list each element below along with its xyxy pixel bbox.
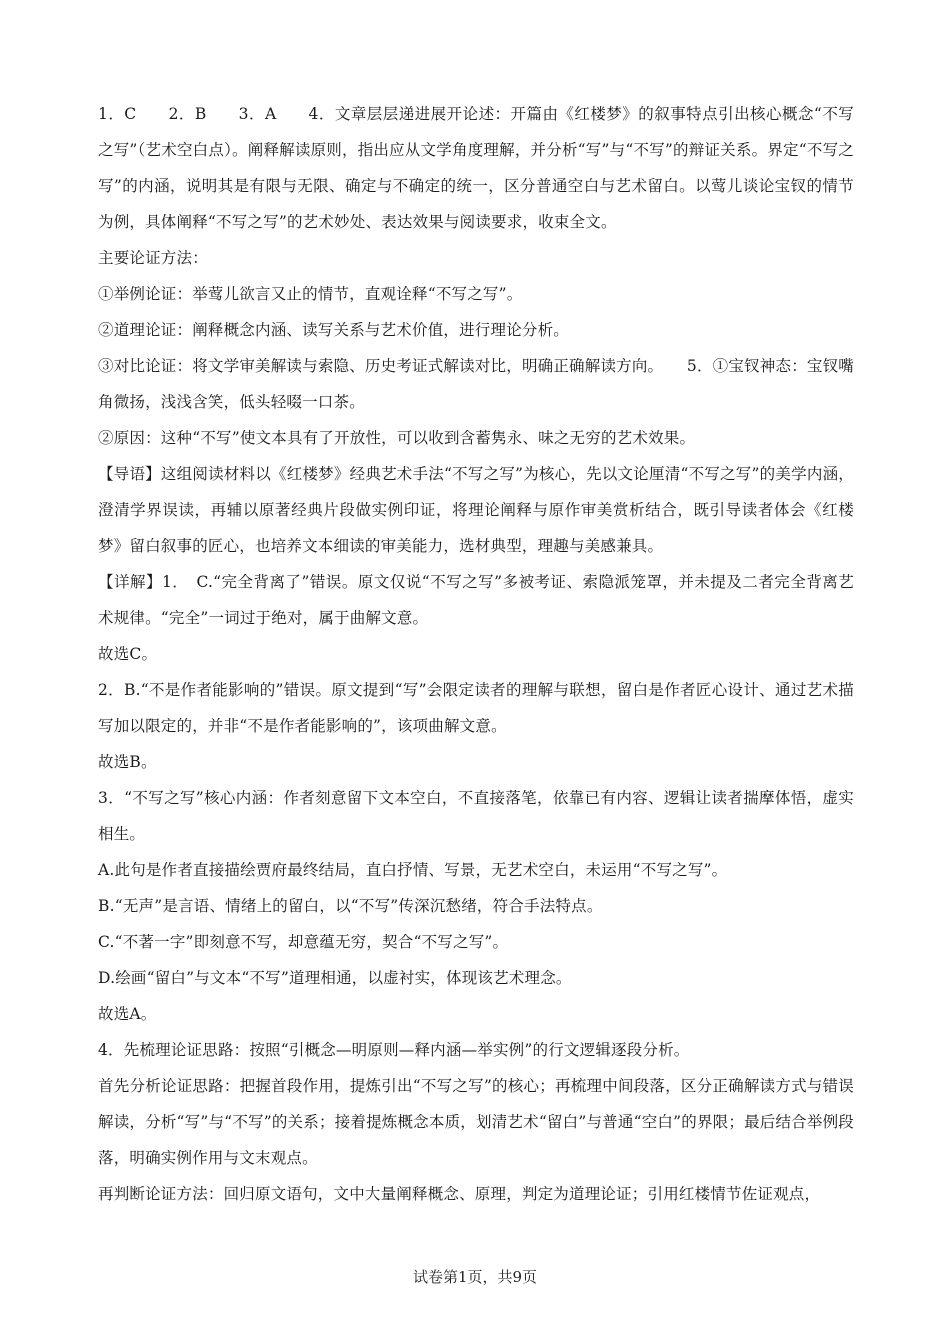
detail-q4-analysis: 首先分析论证思路：把握首段作用，提炼引出“不写之写”的核心；再梳理中间段落，区分正确解读方式与错误解读，分析“写”与“不写”的关系；接着提炼概念本质，划清艺术“留白”与普通“空白”的界限；最后结合举例段落，明确实例作用与文末观点。 [98,1077,854,1167]
method-example-argument: ①举例论证：举莺儿欲言又止的情节，直观诠释“不写之写”。 [98,285,523,303]
guide-paragraph: 【导语】这组阅读材料以《红楼梦》经典艺术手法“不写之写”为核心，先以文论厘清“不写之写”的美学内涵，澄清学界误读，再辅以原著经典片段做实例印证，将理论阐释与原作审美赏析结合，既引导读者体会《红楼梦》留白叙事的匠心，也培养文本细读的审美能力，选材典型，理趣与美感兼具。 [98,465,854,555]
detail-q3: 3．“不写之写”核心内涵：作者刻意留下文本空白，不直接落笔，依靠已有内容、逻辑让读者揣摩体悟，虚实相生。 [98,789,854,843]
document-body [98,96,854,1212]
answer-q3: 故选A。 [98,1005,157,1023]
option-d: D.绘画“留白”与文本“不写”道理相通，以虚衬实，体现该艺术理念。 [98,969,572,987]
option-c: C.“不著一字”即刻意不写，却意蕴无穷，契合“不写之写”。 [98,933,509,951]
methods-heading: 主要论证方法： [98,249,208,267]
detail-q1: 【详解】1． C.“完全背离了”错误。原文仅说“不写之写”多被考证、索隐派笼罩，并未提及二者完全背离艺术规律。“完全”一词过于绝对，属于曲解文意。 [98,573,854,627]
answer-q1: 故选C。 [98,645,158,663]
method-contrast-argument: ③对比论证：将文学审美解读与索隐、历史考证式解读对比，明确正确解读方向。 5．①宝钗神态：宝钗嘴角微扬，浅浅含笑，低头轻啜一口茶。 [98,357,854,411]
option-b: B.“无声”是言语、情绪上的留白，以“不写”传深沉愁绪，符合手法特点。 [98,897,603,915]
detail-q4-methods: 再判断论证方法：回归原文语句，文中大量阐释概念、原理，判定为道理论证；引用红楼情节佐证观点， [98,1185,821,1203]
detail-q2: 2．B.“不是作者能影响的”错误。原文提到“写”会限定读者的理解与联想，留白是作者匠心设计、通过艺术描写加以限定的，并非“不是作者能影响的”，该项曲解文意。 [98,681,854,735]
detail-q4-intro: 4．先梳理论证思路：按照“引概念—明原则—释内涵—举实例”的行文逻辑逐段分析。 [98,1041,690,1059]
answer-q2: 故选B。 [98,753,157,771]
page-footer: 试卷第1页，共9页 [412,1268,538,1286]
method-reasoning-argument: ②道理论证：阐释概念内涵、读写关系与艺术价值，进行理论分析。 [98,321,570,339]
option-a: A.此句是作者直接描绘贾府最终结局，直白抒情、写景，无艺术空白，未运用“不写之写”。 [98,861,728,879]
reason-paragraph: ②原因：这种“不写”使文本具有了开放性，可以收到含蓄隽永、味之无穷的艺术效果。 [98,429,696,447]
answer-key-paragraph: 1．C 2．B 3．A 4．文章层层递进展开论述：开篇由《红楼梦》的叙事特点引出核心概念“不写之写”（艺术空白点）。阐释解读原则，指出应从文学角度理解，并分析“写”与“不写”的辩证关系。界定“不写之写”的内涵，说明其是有限与无限、确定与不确定的统一，区分普通空白与艺术留白。以莺儿谈论宝钗的情节为例，具体阐释“不写之写”的艺术妙处、表达效果与阅读要求，收束全文。 [98,105,854,231]
